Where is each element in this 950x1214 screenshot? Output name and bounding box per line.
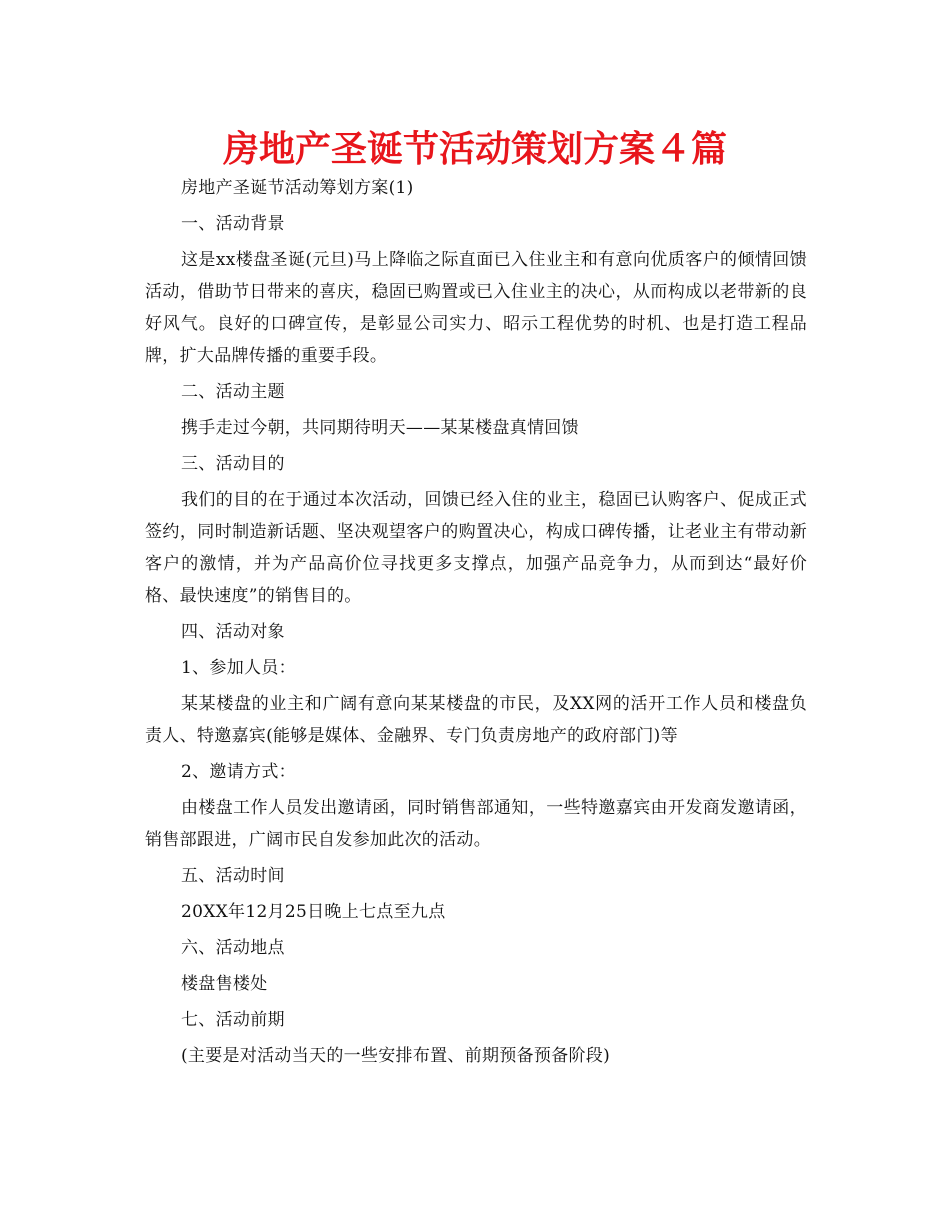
paragraph-background: 这是xx楼盘圣诞(元旦)马上降临之际直面已入住业主和有意向优质客户的倾情回馈活动，借助节日带来的喜庆，稳固已购置或已入住业主的决心，从而构成以老带新的良好风气。良好的口碑宣传，是彰显公司实力、昭示工程优势的时机、也是打造工程品牌，扩大品牌传播的重要手段。	[145, 250, 807, 366]
heading-preparation: 七、活动前期	[181, 1010, 285, 1030]
heading-location: 六、活动地点	[181, 938, 285, 958]
heading-purpose: 三、活动目的	[181, 454, 285, 474]
paragraph-purpose: 我们的目的在于通过本次活动，回馈已经入住的业主，稳固已认购客户、促成正式签约，同时制造新话题、坚决观望客户的购置决心，构成口碑传播，让老业主有带动新客户的激情，并为产品高价位寻找更多支撑点，加强产品竞争力，从而到达“最好价格、最快速度”的销售目的。	[145, 490, 807, 606]
paragraph-subtitle: 房地产圣诞节活动筹划方案(1)	[181, 178, 414, 198]
paragraph-preparation: (主要是对活动当天的一些安排布置、前期预备预备阶段)	[181, 1046, 611, 1066]
heading-theme: 二、活动主题	[181, 382, 285, 402]
paragraph-theme: 携手走过今朝，共同期待明天——某某楼盘真情回馈	[181, 418, 579, 438]
subheading-participants: 1、参加人员：	[181, 658, 296, 678]
document-body	[145, 172, 807, 1076]
paragraph-participants: 某某楼盘的业主和广阔有意向某某楼盘的市民，及XX网的活开工作人员和楼盘负责人、特邀嘉宾(能够是媒体、金融界、专门负责房地产的政府部门)等	[145, 694, 807, 746]
paragraph-time: 20XX年12月25日晚上七点至九点	[181, 902, 446, 922]
paragraph-location: 楼盘售楼处	[181, 974, 268, 994]
heading-time: 五、活动时间	[181, 866, 285, 886]
subheading-invitation: 2、邀请方式：	[181, 762, 296, 782]
document-title: 房地产圣诞节活动策划方案４篇	[222, 129, 727, 170]
paragraph-invitation: 由楼盘工作人员发出邀请函，同时销售部通知，一些特邀嘉宾由开发商发邀请函，销售部跟进，广阔市民自发参加此次的活动。	[145, 798, 807, 850]
heading-background: 一、活动背景	[181, 214, 285, 234]
heading-audience: 四、活动对象	[181, 622, 285, 642]
